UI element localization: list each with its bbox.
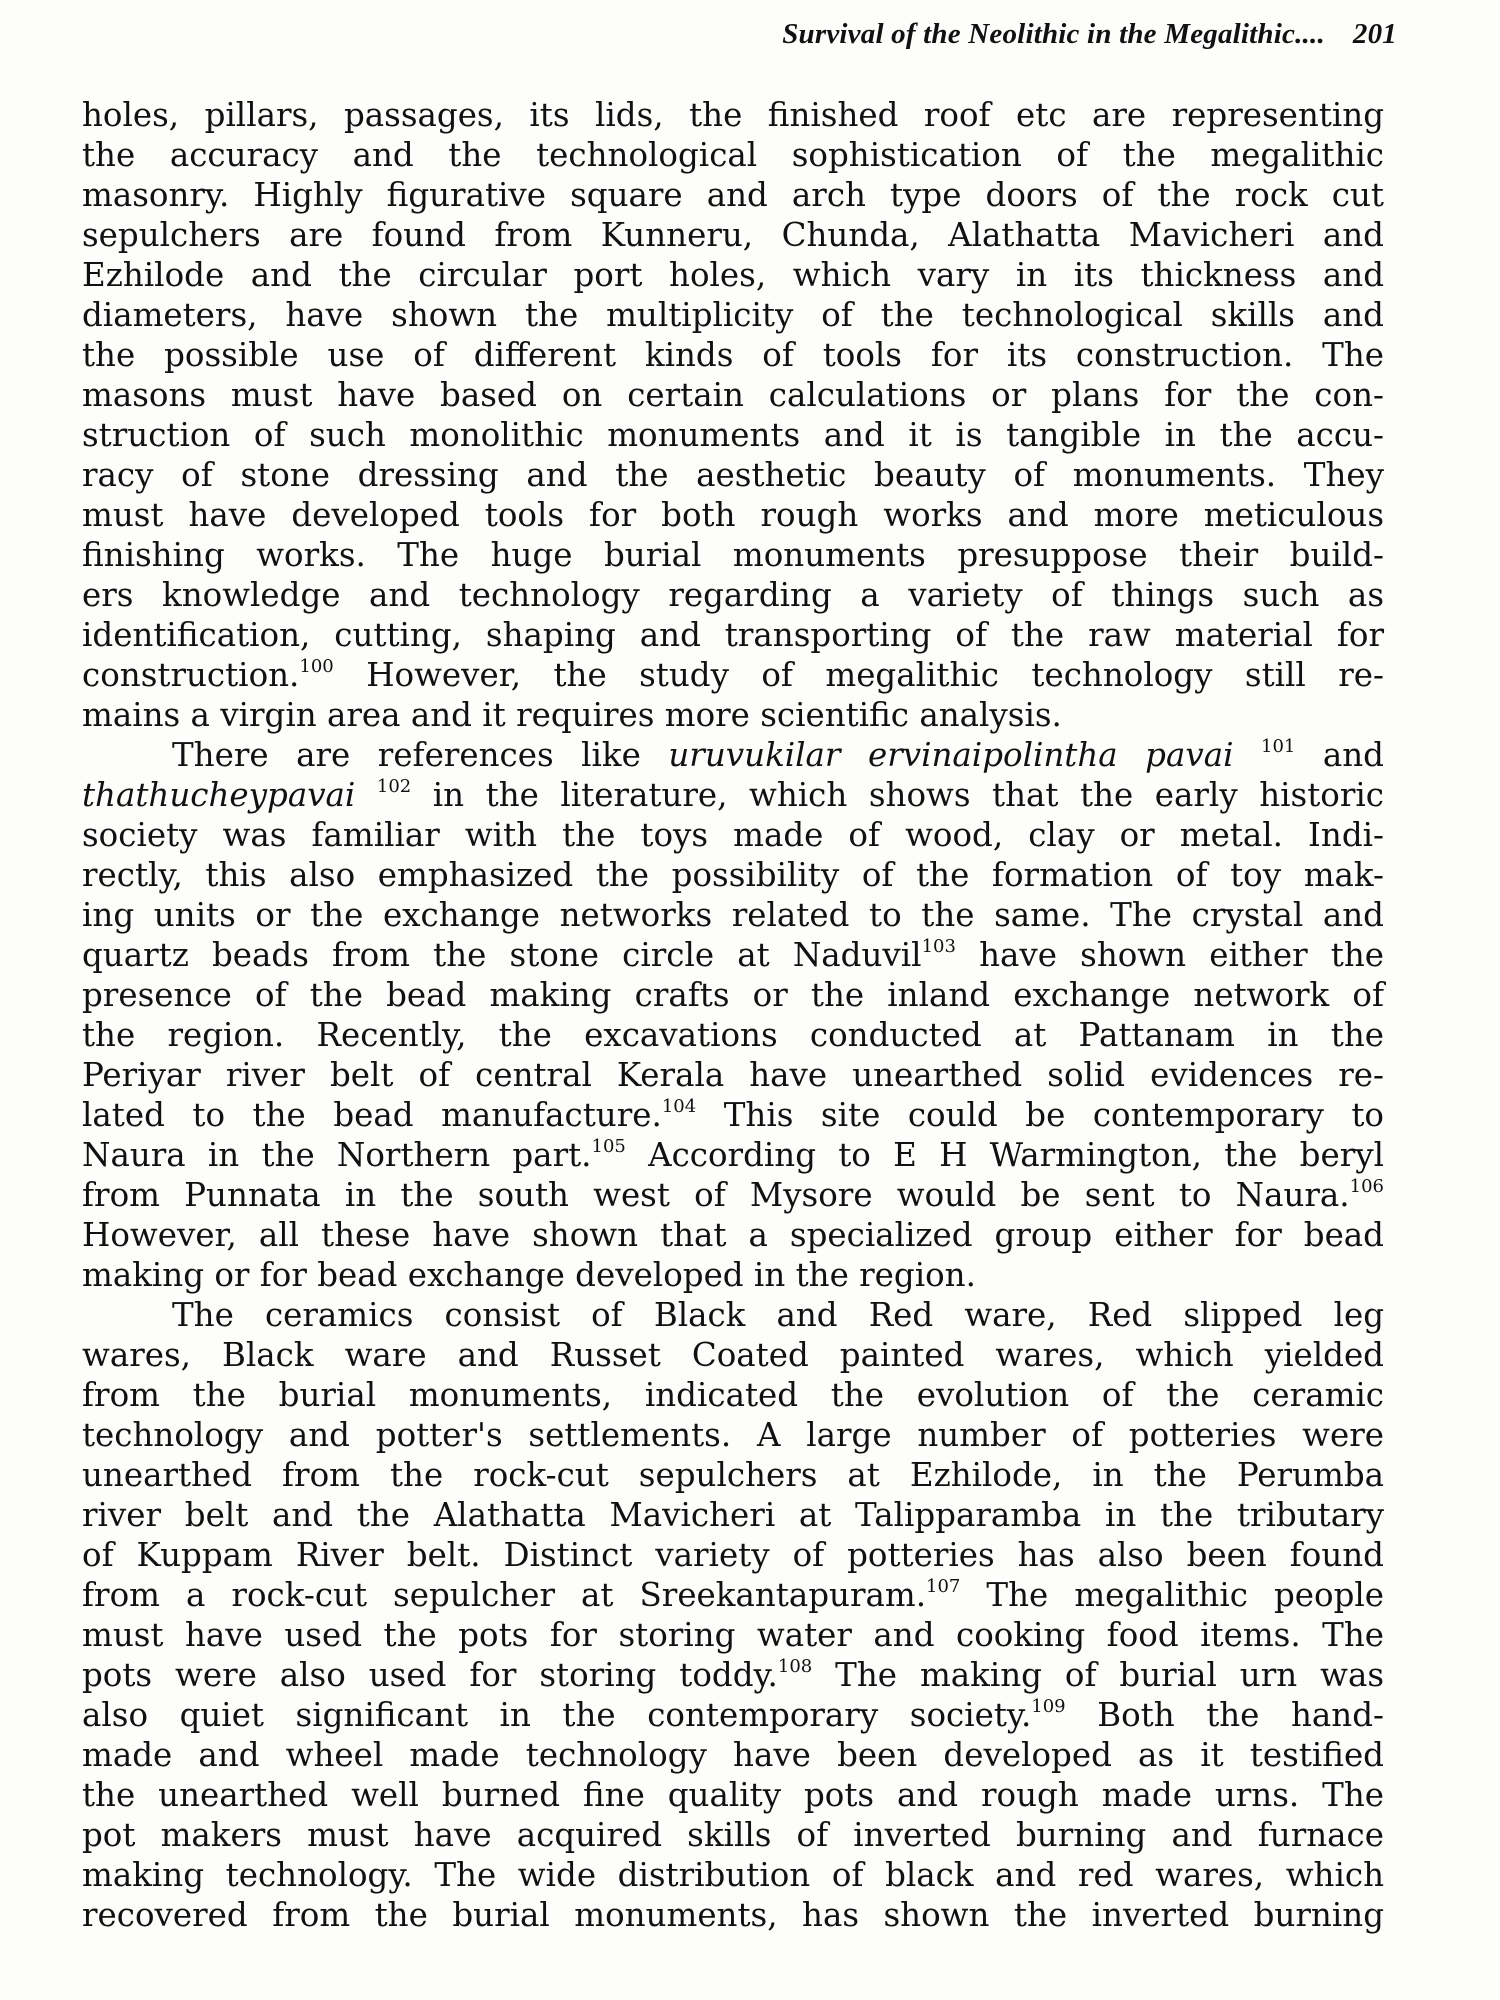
text-run: wares, Black ware and Russet Coated painted wares, which yielded <box>82 1336 1384 1374</box>
text-run: from the burial monuments, indicated the evolution of the ceramic <box>82 1376 1384 1414</box>
text-line <box>82 1375 1384 1415</box>
text-line <box>82 775 1384 815</box>
text-run: the unearthed well burned fine quality pots and rough made urns. The <box>82 1776 1384 1814</box>
text-run: presence of the bead making crafts or the inland exchange network of <box>82 976 1384 1014</box>
footnote-marker: 105 <box>591 1136 626 1157</box>
text-line <box>82 1135 1384 1175</box>
text-run: Naura in the Northern part. <box>82 1136 592 1174</box>
text-run: lated to the bead manufacture. <box>82 1096 662 1134</box>
text-run: However, the study of megalithic technology still re- <box>333 656 1384 694</box>
footnote-marker: 104 <box>661 1096 697 1117</box>
text-run: and <box>1295 736 1384 774</box>
text-run: mains a virgin area and it requires more scientific analysis. <box>82 696 1062 734</box>
running-head-title: Survival of the Neolithic in the Megalithic.... <box>782 18 1325 50</box>
text-line <box>82 1495 1384 1535</box>
text-run: holes, pillars, passages, its lids, the finished roof etc are representing <box>82 96 1384 134</box>
text-line <box>82 455 1384 495</box>
text-line <box>82 935 1384 975</box>
text-line <box>82 815 1384 855</box>
text-line <box>82 215 1384 255</box>
text-run: rectly, this also emphasized the possibility of the formation of toy mak- <box>82 856 1384 894</box>
text-line <box>82 735 1384 775</box>
footnote-marker: 106 <box>1349 1176 1384 1197</box>
text-run: The megalithic people <box>960 1576 1385 1614</box>
text-run: also quiet significant in the contemporary society. <box>82 1696 1032 1734</box>
text-line <box>82 255 1384 295</box>
text-run: from Punnata in the south west of Mysore would be sent to Naura. <box>82 1176 1350 1214</box>
text-run <box>355 776 377 814</box>
running-head <box>782 18 1397 51</box>
text-run: in the literature, which shows that the early historic <box>411 776 1384 814</box>
paragraph <box>82 735 1384 1295</box>
text-line <box>82 1855 1384 1895</box>
text-run: construction. <box>82 656 300 694</box>
italic-term: uruvukilar ervinaipolintha pavai <box>668 736 1234 774</box>
text-line <box>82 1055 1384 1095</box>
text-line <box>82 1095 1384 1135</box>
text-run: pots were also used for storing toddy. <box>82 1656 778 1694</box>
text-line <box>82 1695 1384 1735</box>
text-run: There are references like <box>172 736 669 774</box>
footnote-marker: 107 <box>926 1576 961 1597</box>
text-run: Periyar river belt of central Kerala have unearthed solid evidences re- <box>82 1056 1384 1094</box>
text-run: technology and potter's settlements. A large number of potteries were <box>82 1416 1384 1454</box>
text-run: from a rock-cut sepulcher at Sreekantapuram. <box>82 1576 927 1614</box>
text-run: the accuracy and the technological sophistication of the megalithic <box>82 136 1384 174</box>
text-run: The making of burial urn was <box>812 1656 1384 1694</box>
text-line <box>82 1535 1384 1575</box>
text-line <box>82 1175 1384 1215</box>
text-run: unearthed from the rock-cut sepulchers at Ezhilode, in the Perumba <box>82 1456 1384 1494</box>
text-run: society was familiar with the toys made of wood, clay or metal. Indi- <box>82 816 1384 854</box>
italic-term: thathucheypavai <box>82 776 356 814</box>
text-run: ing units or the exchange networks related to the same. The crystal and <box>82 896 1384 934</box>
text-line <box>82 1735 1384 1775</box>
text-line <box>82 135 1384 175</box>
text-run: made and wheel made technology have been developed as it testified <box>82 1736 1384 1774</box>
text-line <box>82 1895 1384 1935</box>
page-number: 201 <box>1352 18 1397 50</box>
text-line <box>82 1295 1384 1335</box>
text-run: However, all these have shown that a specialized group either for bead <box>82 1216 1384 1254</box>
text-line <box>82 375 1384 415</box>
text-line <box>82 335 1384 375</box>
text-run: the possible use of different kinds of tools for its construction. The <box>82 336 1384 374</box>
text-line <box>82 535 1384 575</box>
text-run: ers knowledge and technology regarding a variety of things such as <box>82 576 1384 614</box>
text-run: This site could be contemporary to <box>696 1096 1384 1134</box>
text-line <box>82 1815 1384 1855</box>
text-run: of Kuppam River belt. Distinct variety of potteries has also been found <box>82 1536 1384 1574</box>
body-text <box>82 95 1384 1935</box>
footnote-marker: 108 <box>777 1656 813 1677</box>
text-line <box>82 295 1384 335</box>
text-line <box>82 175 1384 215</box>
text-line <box>82 855 1384 895</box>
text-line <box>82 95 1384 135</box>
footnote-marker: 100 <box>299 656 334 677</box>
text-line <box>82 695 1384 735</box>
text-run: the region. Recently, the excavations conducted at Pattanam in the <box>82 1016 1384 1054</box>
text-run: Ezhilode and the circular port holes, which vary in its thickness and <box>82 256 1384 294</box>
text-line <box>82 415 1384 455</box>
text-run <box>1233 736 1261 774</box>
text-run: sepulchers are found from Kunneru, Chunda, Alathatta Mavicheri and <box>82 216 1384 254</box>
text-run: Both the hand- <box>1065 1696 1384 1734</box>
text-line <box>82 1615 1384 1655</box>
text-run: have shown either the <box>955 936 1384 974</box>
text-line <box>82 1655 1384 1695</box>
text-run: masons must have based on certain calculations or plans for the con- <box>82 376 1384 414</box>
text-line <box>82 1455 1384 1495</box>
footnote-marker: 102 <box>376 776 412 797</box>
text-line <box>82 1775 1384 1815</box>
text-line <box>82 1575 1384 1615</box>
text-run: quartz beads from the stone circle at Naduvil <box>82 936 922 974</box>
text-line <box>82 895 1384 935</box>
text-run: river belt and the Alathatta Mavicheri at Talipparamba in the tributary <box>82 1496 1384 1534</box>
text-run: must have used the pots for storing water and cooking food items. The <box>82 1616 1384 1654</box>
text-run: struction of such monolithic monuments and it is tangible in the accu- <box>82 416 1384 454</box>
text-run: racy of stone dressing and the aesthetic beauty of monuments. They <box>82 456 1384 494</box>
text-line <box>82 975 1384 1015</box>
footnote-marker: 103 <box>921 936 956 957</box>
text-run: pot makers must have acquired skills of inverted burning and furnace <box>82 1816 1384 1854</box>
text-run: recovered from the burial monuments, has shown the inverted burning <box>82 1896 1384 1934</box>
text-run: making technology. The wide distribution of black and red wares, which <box>82 1856 1384 1894</box>
text-line <box>82 615 1384 655</box>
text-line <box>82 575 1384 615</box>
text-line <box>82 1255 1384 1295</box>
text-run: finishing works. The huge burial monuments presuppose their build- <box>82 536 1384 574</box>
paragraph <box>82 95 1384 735</box>
text-line <box>82 1015 1384 1055</box>
text-line <box>82 1335 1384 1375</box>
text-run: must have developed tools for both rough works and more meticulous <box>82 496 1384 534</box>
text-run: masonry. Highly figurative square and arch type doors of the rock cut <box>82 176 1384 214</box>
paragraph <box>82 1295 1384 1935</box>
footnote-marker: 101 <box>1261 736 1296 757</box>
footnote-marker: 109 <box>1031 1696 1066 1717</box>
text-line <box>82 1215 1384 1255</box>
text-run: According to E H Warmington, the beryl <box>625 1136 1384 1174</box>
text-run: The ceramics consist of Black and Red ware, Red slipped leg <box>172 1296 1384 1334</box>
text-line <box>82 1415 1384 1455</box>
text-run: making or for bead exchange developed in the region. <box>82 1256 976 1294</box>
text-run: diameters, have shown the multiplicity of the technological skills and <box>82 296 1384 334</box>
text-line <box>82 495 1384 535</box>
text-line <box>82 655 1384 695</box>
text-run: identification, cutting, shaping and transporting of the raw material for <box>82 616 1384 654</box>
